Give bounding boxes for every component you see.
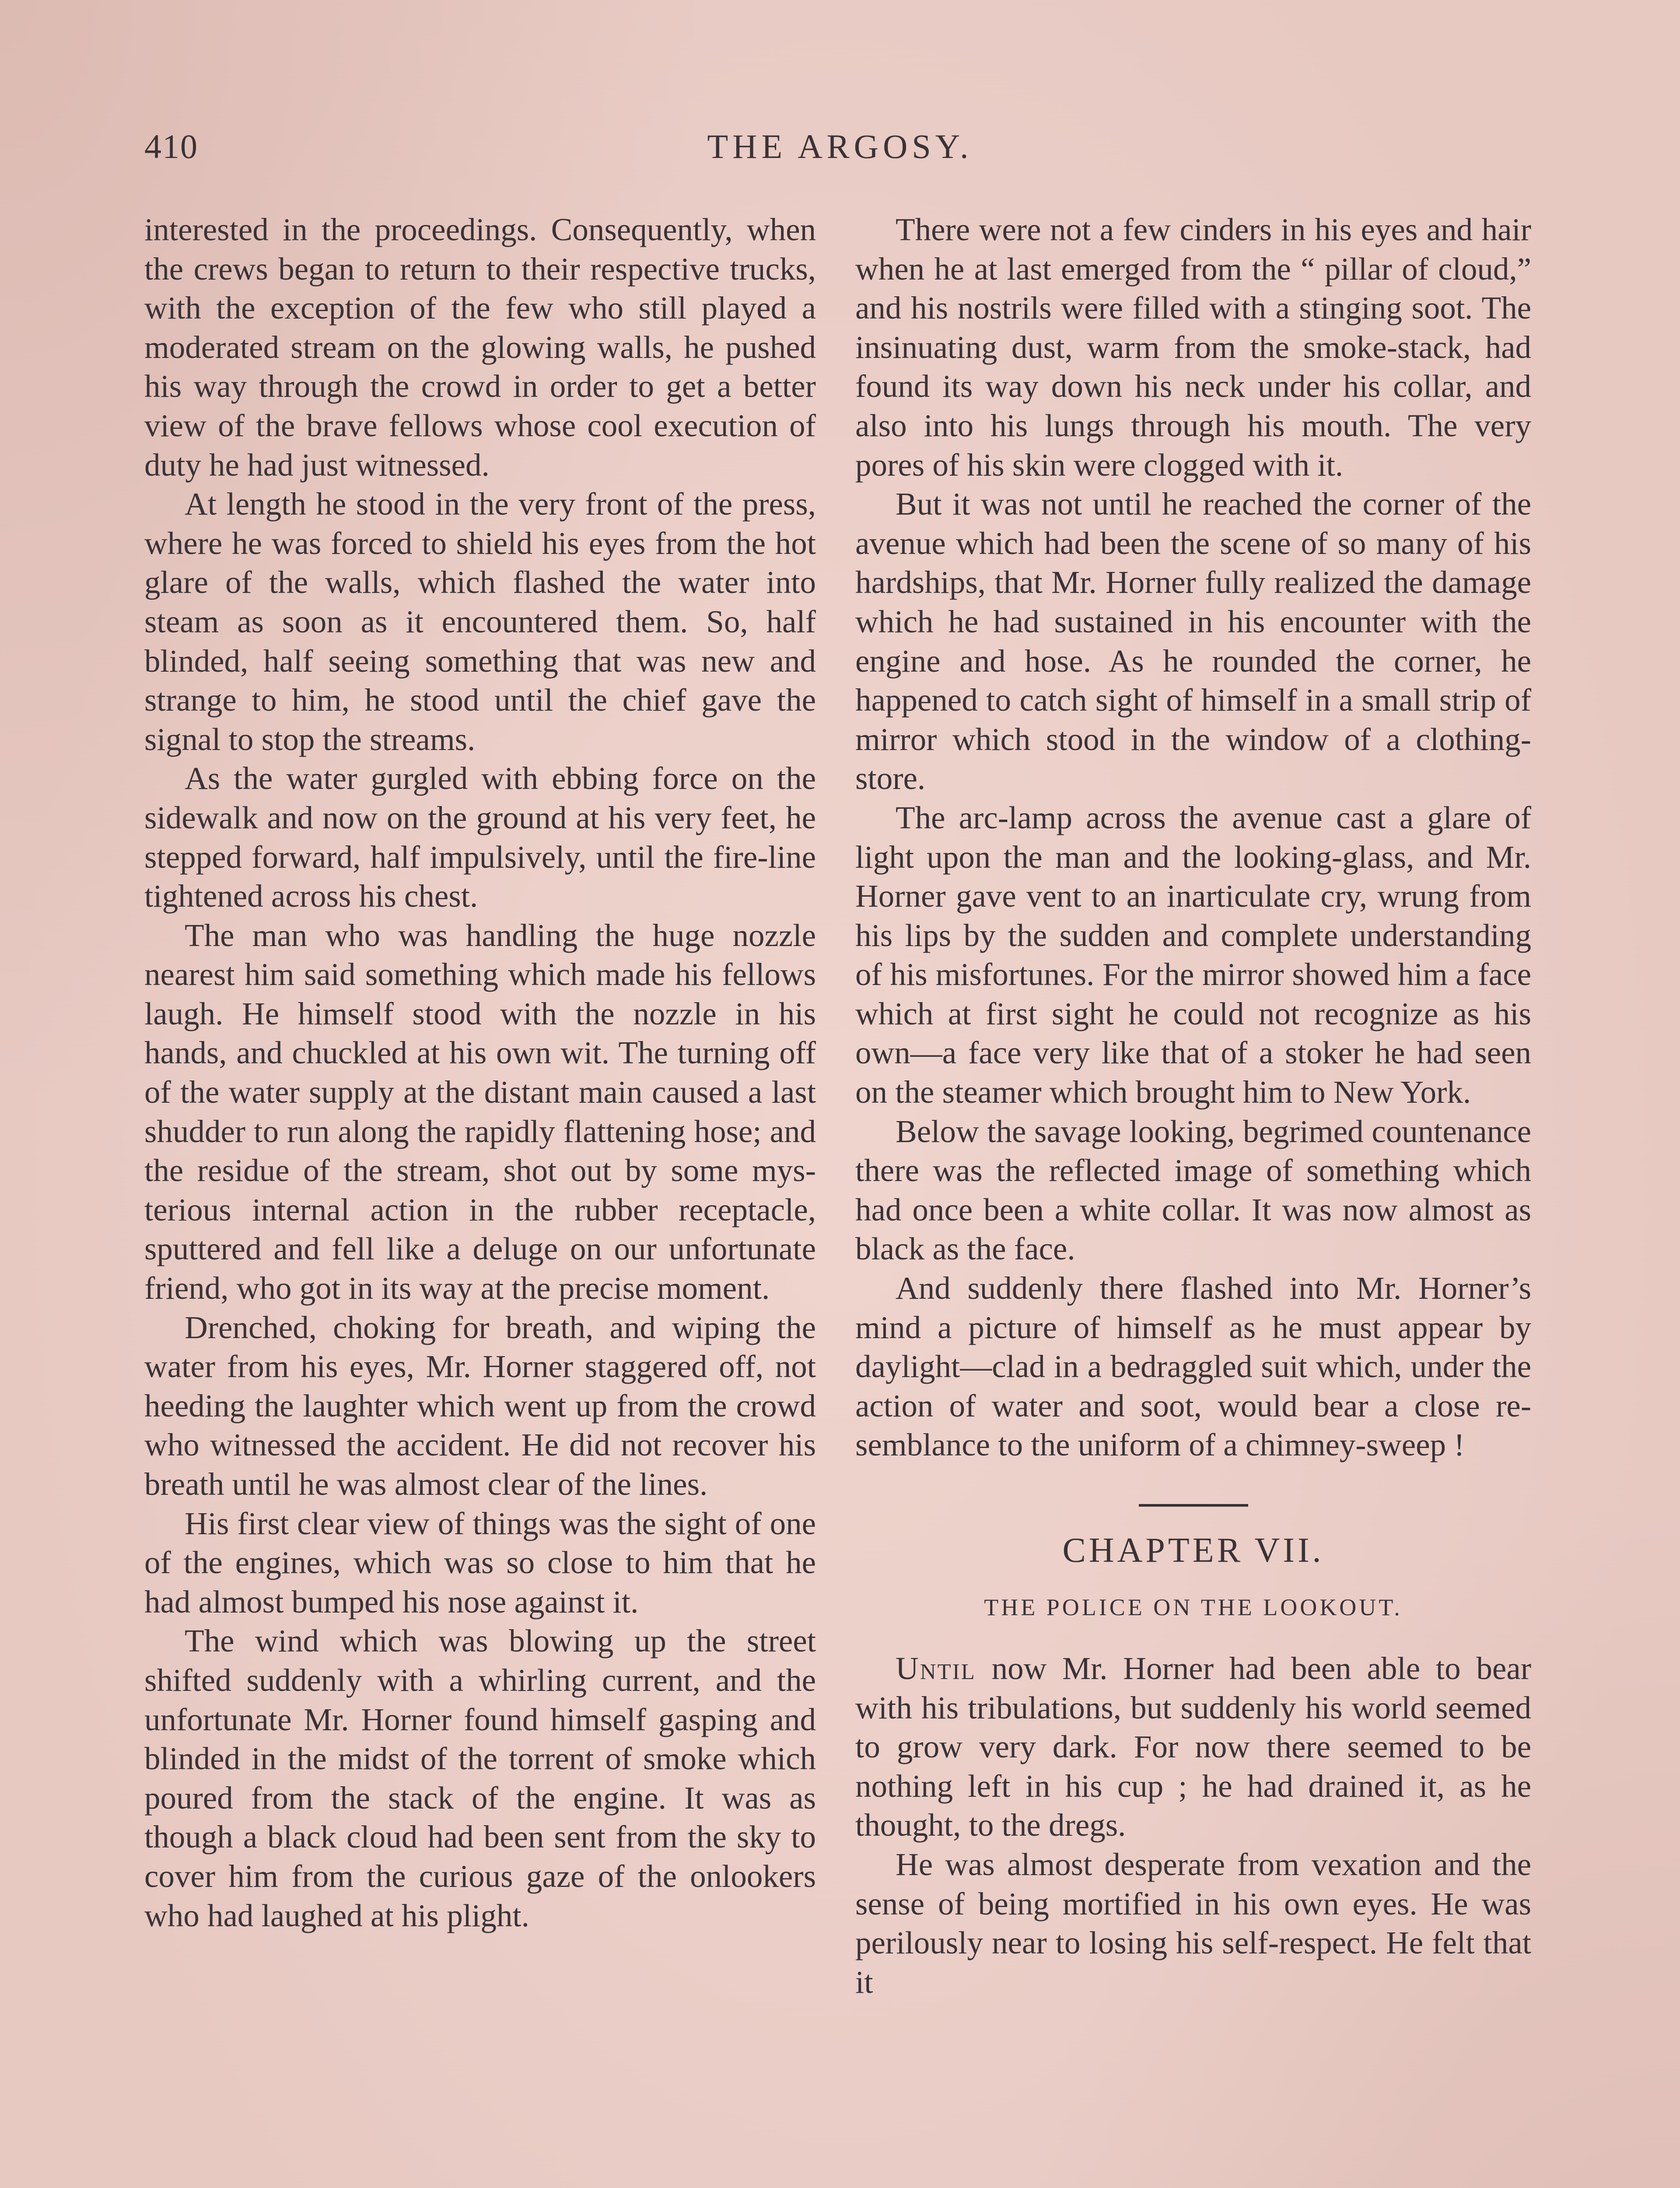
paragraph: And suddenly there flashed into Mr. Horner’s mind a picture of himself as he must appear by daylight—clad in a bedraggled suit which, under the action of water and soot, would bear a close resemblance to the uniform of a chimney-sweep !	[855, 1270, 1531, 1463]
paragraph: His first clear view of things was the sight of one of the engines, which was so close to him that he had almost bumped his nose against it.	[144, 1505, 816, 1620]
paragraph: But it was not until he reached the corner of the avenue which had been the scene of so many of his hardships, that Mr. Horner fully realized the damage which he had sustained in his encounter with the engine and hose. As he rounded the corner, he happened to catch sight of himself in a small strip of mirror which stood in the window of a clothing-store.	[855, 486, 1531, 796]
paragraph: As the water gurgled with ebbing force on the sidewalk and now on the ground at his very feet, he stepped forward, half impulsively, until the fire-line tightened across his chest.	[144, 761, 816, 914]
running-title: THE ARGOSY.	[707, 127, 973, 165]
paragraph: At length he stood in the very front of the press, where he was forced to shield his eyes from the hot glare of the walls, which flashed the water into steam as soon as it encountered them. So, half blinded, half seeing something that was new and strange to him, he stood until the chief gave the signal to stop the streams.	[144, 486, 816, 757]
page-header	[144, 127, 1536, 175]
paragraph: The wind which was blowing up the street shifted suddenly with a whirling current, and the unfortunate Mr. Horner found himself gasping and blinded in the midst of the torrent of smoke which poured from the stack of the engine. It was as though a black cloud had been sent from the sky to cover him from the curious gaze of the onlookers who had laughed at his plight.	[144, 1623, 816, 1933]
right-column	[855, 210, 1531, 2002]
opening-text: now Mr. Horner had been able to bear with his tribulations, but suddenly his world seemed to grow very dark. For now there seemed to be nothing left in his cup ; he had drained it, as he thought, to the dregs.	[855, 1651, 1531, 1843]
chapter-title: CHAPTER VII.	[1062, 1531, 1324, 1570]
left-column	[144, 210, 816, 1935]
paragraph: The arc-lamp across the avenue cast a glare of light upon the man and the looking-glass, and Mr. Horner gave vent to an inarticulate cry, wrung from his lips by the sudden and complete understanding of his misfortunes. For the mirror showed him a face which at first sight he could not recognize as his own—a face very like that of a stoker he had seen on the steamer which brought him to New York.	[855, 799, 1531, 1110]
page-number: 410	[144, 127, 198, 165]
paragraph: The man who was handling the huge nozzle nearest him said something which made his fellows laugh. He himself stood with the nozzle in his hands, and chuckled at his own wit. The turning off of the water supply at the distant main caused a last shudder to run along the rapidly flattening hose; and the residue of the stream, shot out by some mysterious internal action in the rubber receptacle, sputtered and fell like a deluge on our unfortunate friend, who got in its way at the precise moment.	[144, 917, 816, 1306]
paragraph: interested in the proceedings. Consequently, when the crews began to return to their respective trucks, with the exception of the few who still played a moderated stream on the glowing walls, he pushed his way through the crowd in order to get a better view of the brave fellows whose cool execution of duty he had just witnessed.	[144, 212, 816, 483]
paragraph: He was almost desperate from vexation and the sense of being mortified in his own eyes. He was perilously near to losing his self-respect. He felt that it	[855, 1846, 1531, 2000]
chapter-subtitle: THE POLICE ON THE LOOKOUT.	[984, 1594, 1403, 1620]
paragraph: Drenched, choking for breath, and wiping the water from his eyes, Mr. Horner staggered off, not heeding the laughter which went up from the crowd who witnessed the accident. He did not recover his breath until he was almost clear of the lines.	[144, 1309, 816, 1502]
chapter-opening-paragraph	[855, 1649, 1531, 1845]
paragraph: There were not a few cinders in his eyes and hair when he at last emerged from the “ pillar of cloud,” and his nostrils were filled with a stinging soot. The insinuating dust, warm from the smoke-stack, had found its way down his neck under his collar, and also into his lungs through his mouth. The very pores of his skin were clogged with it.	[855, 212, 1531, 483]
section-divider	[1139, 1504, 1248, 1507]
paragraph: Below the savage looking, begrimed countenance there was the reflected image of something which had once been a white collar. It was now almost as black as the face.	[855, 1113, 1531, 1267]
opening-word: Until	[896, 1651, 976, 1686]
